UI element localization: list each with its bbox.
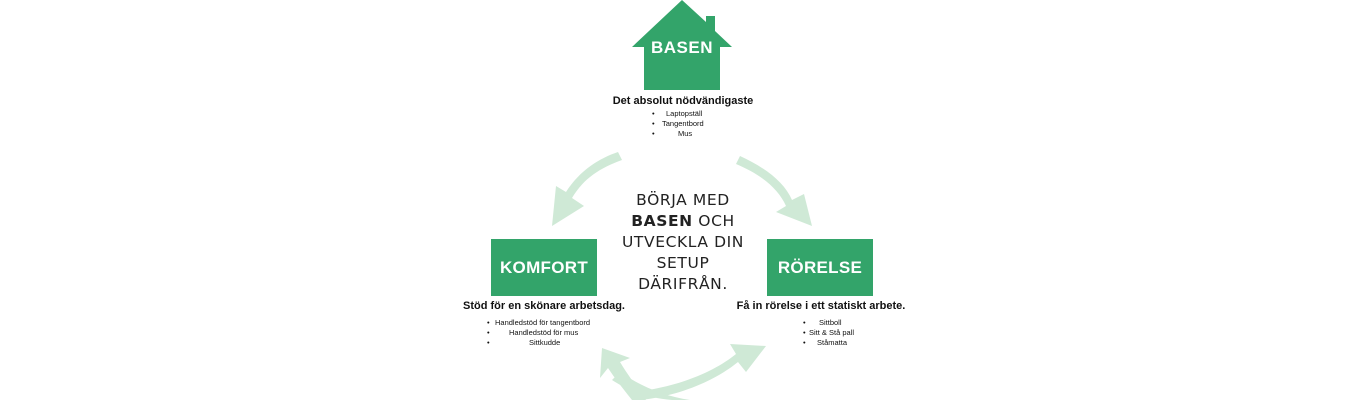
list-item: • Sittboll [803,318,842,327]
rorelse-box: RÖRELSE [767,239,873,296]
rorelse-heading: Få in rörelse i ett statiskt arbete. [736,300,906,312]
komfort-box: KOMFORT [491,239,597,296]
cycle-arrow-icon [552,152,622,226]
center-message [620,190,746,295]
center-bold: BASEN [631,212,693,230]
center-line-2 [620,211,746,232]
list-item: • Tangentbord [652,119,704,128]
rorelse-list [803,318,873,348]
list-item: • Ståmatta [803,338,848,347]
center-line-3: UTVECKLA DIN [621,233,745,251]
cycle-arrow-icon [736,156,812,226]
center-line-4: SETUP [656,254,710,272]
list-item: • Mus [652,129,693,138]
basen-heading: Det absolut nödvändigaste [612,95,754,107]
center-line-2-rest: OCH [692,212,735,230]
komfort-list [487,318,617,348]
list-item: • Handledstöd för tangentbord [487,318,591,327]
list-item: • Handledstöd för mus [487,328,579,337]
basen-label: BASEN [650,38,713,57]
center-line-5: DÄRIFRÅN. [638,275,728,293]
center-line-1: BÖRJA MED [636,191,730,209]
list-item: • Laptopställ [652,109,703,118]
list-item: • Sittkudde [487,338,561,347]
basen-list [652,109,732,139]
komfort-heading: Stöd för en skönare arbetsdag. [463,300,625,312]
list-item: • Sitt & Stå pall [803,328,855,337]
